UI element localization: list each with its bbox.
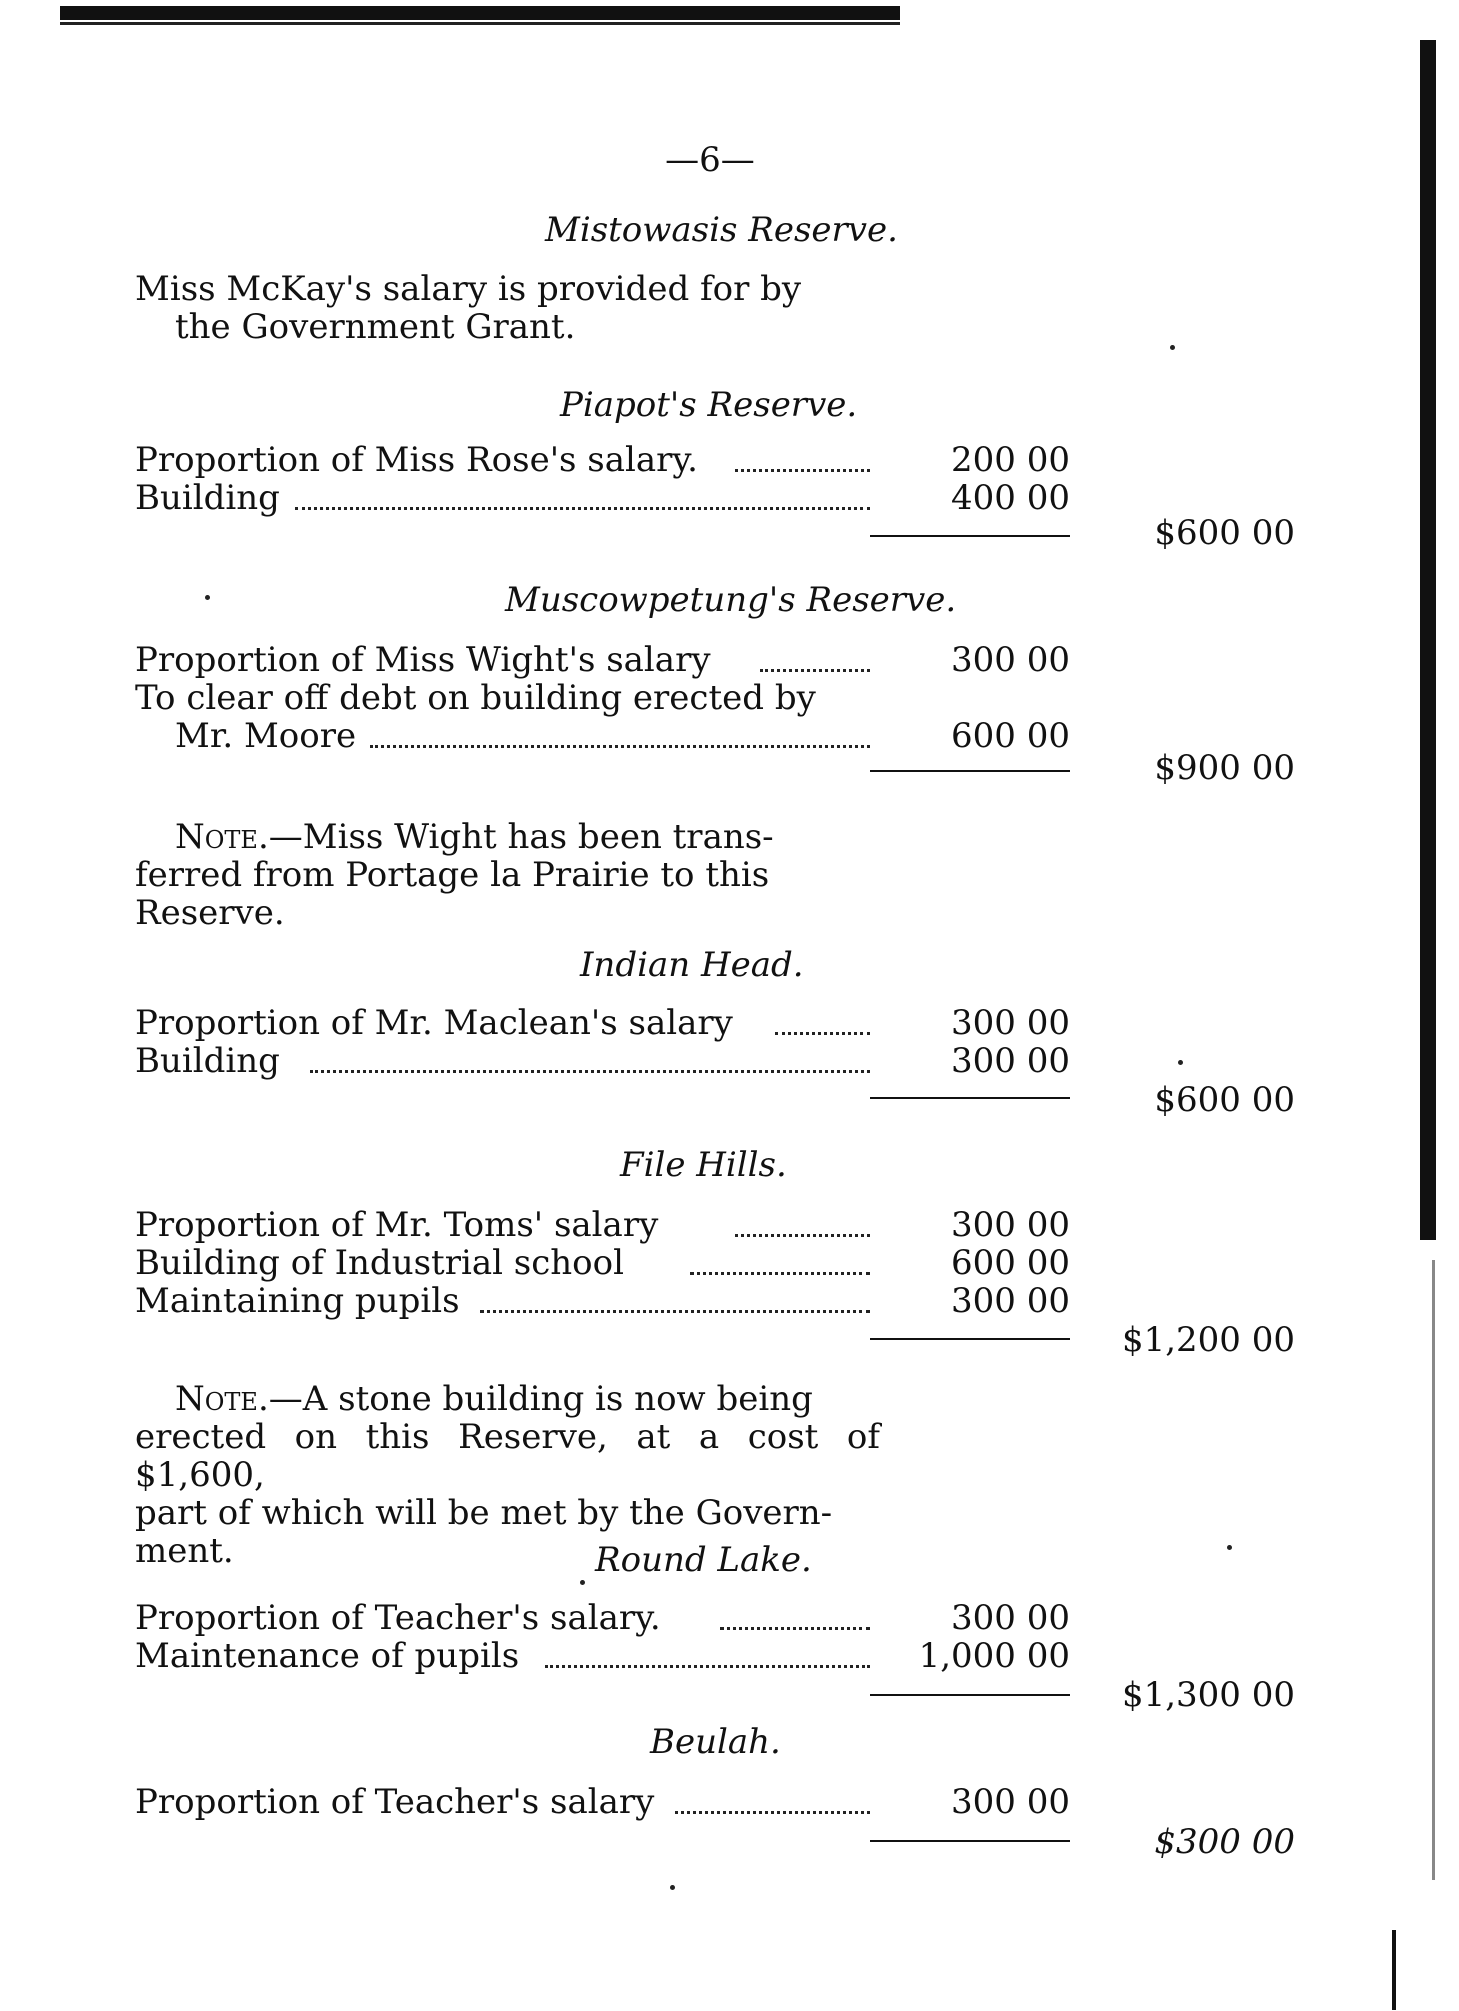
- dot-leader: [690, 1272, 870, 1275]
- ledger-label: Maintenance of pupils: [135, 1636, 520, 1676]
- section-total: $300 00: [1154, 1822, 1295, 1862]
- ledger-row: [135, 1041, 875, 1081]
- section-total: $600 00: [1154, 1080, 1295, 1120]
- ledger-row: [135, 1598, 875, 1638]
- ledger-label: Proportion of Miss Wight's salary: [135, 640, 711, 680]
- scan-speck: [580, 1580, 585, 1585]
- ledger-row: [135, 1205, 875, 1245]
- scan-speck: [1170, 345, 1175, 350]
- ledger-row: [135, 1281, 875, 1321]
- subtotal-rule: [870, 535, 1070, 537]
- section-total: $1,300 00: [1121, 1675, 1295, 1715]
- note-line: ferred from Portage la Prairie to this: [135, 855, 770, 895]
- ledger-label: Proportion of Mr. Toms' salary: [135, 1205, 659, 1245]
- section-total: $1,200 00: [1121, 1320, 1295, 1360]
- section-title-beulah: Beulah.: [650, 1722, 781, 1762]
- dot-leader: [720, 1627, 870, 1630]
- ledger-amount: 1,000 00: [918, 1636, 1070, 1676]
- section-title-indian-head: Indian Head.: [580, 945, 804, 985]
- subtotal-rule: [870, 1694, 1070, 1696]
- ledger-label: To clear off debt on building erected by: [135, 678, 816, 718]
- subtotal-rule: [870, 1338, 1070, 1340]
- scan-speck: [1227, 1545, 1232, 1550]
- section-total: $600 00: [1154, 513, 1295, 553]
- page-number: —6—: [665, 140, 755, 180]
- dot-leader: [675, 1811, 870, 1814]
- section-title-mistowasis: Mistowasis Reserve.: [545, 210, 898, 250]
- mistowasis-paragraph: [135, 270, 880, 346]
- scan-border-top: [60, 6, 900, 20]
- ledger-amount: 300 00: [951, 1003, 1070, 1043]
- ledger-label: Proportion of Teacher's salary.: [135, 1598, 661, 1638]
- note-lead: Note.: [175, 1379, 269, 1419]
- dot-leader: [295, 507, 870, 510]
- scan-border-right: [1420, 40, 1436, 1240]
- ledger-row: [135, 1003, 875, 1043]
- ledger-label: Maintaining pupils: [135, 1281, 460, 1321]
- ledger-row: [135, 1782, 875, 1822]
- note-line: Reserve.: [135, 893, 285, 933]
- ledger-amount: 600 00: [951, 716, 1070, 756]
- dot-leader: [760, 669, 870, 672]
- ledger-amount: 300 00: [951, 640, 1070, 680]
- scan-border-right-thin: [1432, 1260, 1435, 1880]
- ledger-amount: 600 00: [951, 1243, 1070, 1283]
- subtotal-rule: [870, 1840, 1070, 1842]
- dot-leader: [310, 1070, 870, 1073]
- note-line: [135, 1380, 880, 1418]
- ledger-label: Building: [135, 1041, 280, 1081]
- dot-leader: [735, 469, 870, 472]
- section-title-file-hills: File Hills.: [620, 1145, 787, 1185]
- ledger-label: Proportion of Miss Rose's salary.: [135, 440, 698, 480]
- dot-leader: [775, 1032, 870, 1035]
- ledger-label: Building of Industrial school: [135, 1243, 624, 1283]
- note-line: ment.: [135, 1531, 234, 1571]
- scan-border-right-bottom: [1392, 1930, 1396, 2010]
- note-text: —Miss Wight has been trans-: [268, 817, 774, 857]
- ledger-amount: 400 00: [951, 478, 1070, 518]
- ledger-label: Proportion of Teacher's salary: [135, 1782, 655, 1822]
- note-line: erected on this Reserve, at a cost of $1,600,: [135, 1417, 880, 1495]
- note-line: [135, 818, 880, 856]
- dot-leader: [480, 1310, 870, 1313]
- ledger-row: [135, 440, 875, 480]
- ledger-row: [135, 1243, 875, 1283]
- dot-leader: [735, 1234, 870, 1237]
- ledger-label: Mr. Moore: [175, 716, 357, 756]
- scan-border-top-thin: [60, 22, 900, 25]
- ledger-row: [135, 678, 875, 718]
- section-title-round-lake: Round Lake.: [595, 1540, 812, 1580]
- note-text: —A stone building is now being: [268, 1379, 813, 1419]
- ledger-row: [135, 1636, 875, 1676]
- scan-speck: [205, 595, 210, 600]
- scan-speck: [1178, 1060, 1183, 1065]
- dot-leader: [545, 1665, 870, 1668]
- ledger-amount: 300 00: [951, 1041, 1070, 1081]
- mistowasis-paragraph-line2: the Government Grant.: [175, 307, 576, 347]
- mistowasis-paragraph-line1: Miss McKay's salary is provided for by: [135, 269, 802, 309]
- section-total: $900 00: [1154, 748, 1295, 788]
- subtotal-rule: [870, 770, 1070, 772]
- ledger-row: [135, 478, 875, 518]
- section-title-muscowpetung: Muscowpetung's Reserve.: [505, 580, 957, 620]
- ledger-amount: 300 00: [951, 1281, 1070, 1321]
- muscowpetung-note: [135, 818, 880, 932]
- subtotal-rule: [870, 1097, 1070, 1099]
- note-lead: Note.: [175, 817, 269, 857]
- ledger-amount: 300 00: [951, 1782, 1070, 1822]
- note-line: part of which will be met by the Govern-: [135, 1493, 833, 1533]
- ledger-row: [135, 716, 875, 756]
- ledger-amount: 200 00: [951, 440, 1070, 480]
- ledger-amount: 300 00: [951, 1598, 1070, 1638]
- ledger-label: Building: [135, 478, 280, 518]
- scan-speck: [670, 1885, 675, 1890]
- section-title-piapot: Piapot's Reserve.: [560, 385, 858, 425]
- ledger-label: Proportion of Mr. Maclean's salary: [135, 1003, 733, 1043]
- dot-leader: [370, 745, 870, 748]
- ledger-amount: 300 00: [951, 1205, 1070, 1245]
- ledger-row: [135, 640, 875, 680]
